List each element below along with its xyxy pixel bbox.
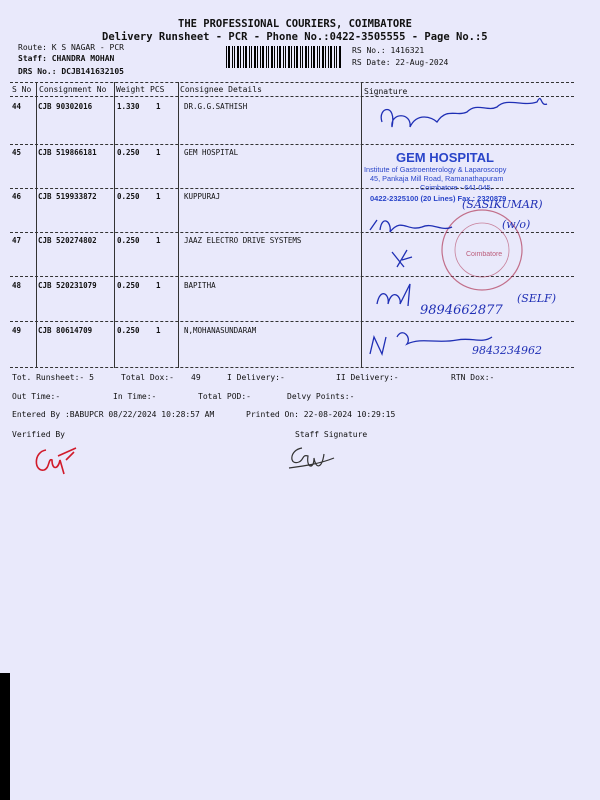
row-consignee: GEM HOSPITAL (184, 148, 239, 157)
row-pcs: 1 (156, 148, 161, 157)
sig-46-relation: (w/o) (502, 218, 531, 231)
stamp-name: GEM HOSPITAL (396, 150, 494, 165)
staff-signature-label: Staff Signature (295, 430, 368, 439)
staff-label: Staff: CHANDRA MOHAN (18, 54, 115, 63)
row-consignee: N,MOHANASUNDARAM (184, 326, 257, 335)
printed-on: Printed On: 22-08-2024 10:29:15 (246, 410, 396, 419)
verified-by: Verified By (12, 430, 65, 439)
row-sno: 45 (12, 148, 22, 157)
total-dox-value: 49 (191, 373, 201, 382)
out-time: Out Time:- (12, 392, 61, 401)
stamp-line-4: 0422-2325100 (20 Lines) Fax : 2320879 (370, 194, 507, 203)
col-divider (36, 82, 37, 368)
drs-number: DRS No.: DCJB141632105 (18, 67, 124, 76)
stamp-line-3: Coimbatore - 641 045. (420, 183, 493, 192)
total-dox-label: Total Dox:- (121, 373, 174, 382)
staff-signature (284, 440, 344, 480)
entered-by: Entered By :BABUPCR 08/22/2024 10:28:57 AM (12, 410, 215, 419)
in-time: In Time:- (113, 392, 157, 401)
sig-48-phone: 9894662877 (420, 303, 503, 318)
row-sno: 48 (12, 281, 22, 290)
verified-signature (28, 440, 88, 480)
company-title: THE PROFESSIONAL COURIERS, COIMBATORE (178, 18, 412, 30)
signature-48 (377, 284, 410, 306)
col-header-consignment: Consignment No (39, 85, 107, 94)
signature-47 (370, 220, 452, 232)
row-sno: 46 (12, 192, 22, 201)
route-label: Route: K S NAGAR - PCR (18, 43, 124, 52)
row-consignment-no: CJB 519933872 (38, 192, 97, 201)
col-header-sno: S No (12, 85, 32, 94)
row-consignment-no: CJB 80614709 (38, 326, 93, 335)
col-header-consignee: Consignee Details (180, 85, 262, 94)
rtn-dox: RTN Dox:- (451, 373, 495, 382)
row-sno: 44 (12, 102, 22, 111)
col-header-weight: Weight (116, 85, 145, 94)
total-pod: Total POD:- (198, 392, 251, 401)
signature-area (362, 82, 577, 372)
stamp-line-2: 45, Pankaja Mill Road, Ramanathapuram (370, 174, 504, 183)
row-pcs: 1 (156, 326, 161, 335)
row-weight: 0.250 (117, 236, 140, 245)
row-pcs: 1 (156, 236, 161, 245)
row-consignment-no: CJB 520274802 (38, 236, 97, 245)
row-consignee: JAAZ ELECTRO DRIVE SYSTEMS (184, 236, 302, 245)
delvy-points: Delvy Points:- (287, 392, 355, 401)
barcode (226, 46, 344, 68)
stamp-line-1: Institute of Gastroenterology & Laparoscopy (364, 165, 507, 174)
signature-48-scribble (392, 250, 412, 267)
row-weight: 0.250 (117, 192, 140, 201)
row-pcs: 1 (156, 102, 161, 111)
col-header-signature: Signature (364, 87, 408, 96)
row-sno: 49 (12, 326, 22, 335)
scan-edge-shadow (0, 673, 10, 800)
row-consignee: DR.G.G.SATHISH (184, 102, 248, 111)
row-weight: 0.250 (117, 281, 140, 290)
i-delivery: I Delivery:- (227, 373, 285, 382)
row-consignment-no: CJB 519866181 (38, 148, 97, 157)
sig-46-name: (SASIKUMAR) (462, 198, 543, 211)
sig-49-phone: 9843234962 (472, 344, 542, 357)
row-consignee: BAPITHA (184, 281, 216, 290)
sig-48-note: (SELF) (517, 292, 557, 305)
row-pcs: 1 (156, 281, 161, 290)
rs-number: RS No.: 1416321 (352, 46, 425, 55)
rs-date: RS Date: 22-Aug-2024 (352, 58, 449, 67)
ii-delivery: II Delivery:- (336, 373, 399, 382)
signature-44 (381, 99, 547, 127)
total-runsheet: Tot. Runsheet:- 5 (12, 373, 94, 382)
seal-text: Coimbatore (466, 251, 503, 258)
col-divider (178, 82, 179, 368)
row-weight: 1.330 (117, 102, 140, 111)
row-consignment-no: CJB 520231079 (38, 281, 97, 290)
row-consignment-no: CJB 90302016 (38, 102, 93, 111)
row-consignee: KUPPURAJ (184, 192, 221, 201)
row-weight: 0.250 (117, 326, 140, 335)
col-divider (114, 82, 115, 368)
runsheet-subtitle: Delivery Runsheet - PCR - Phone No.:0422-3505555 - Page No.:5 (102, 31, 488, 43)
row-sno: 47 (12, 236, 22, 245)
row-weight: 0.250 (117, 148, 140, 157)
row-pcs: 1 (156, 192, 161, 201)
col-header-pcs: PCS (150, 85, 165, 94)
